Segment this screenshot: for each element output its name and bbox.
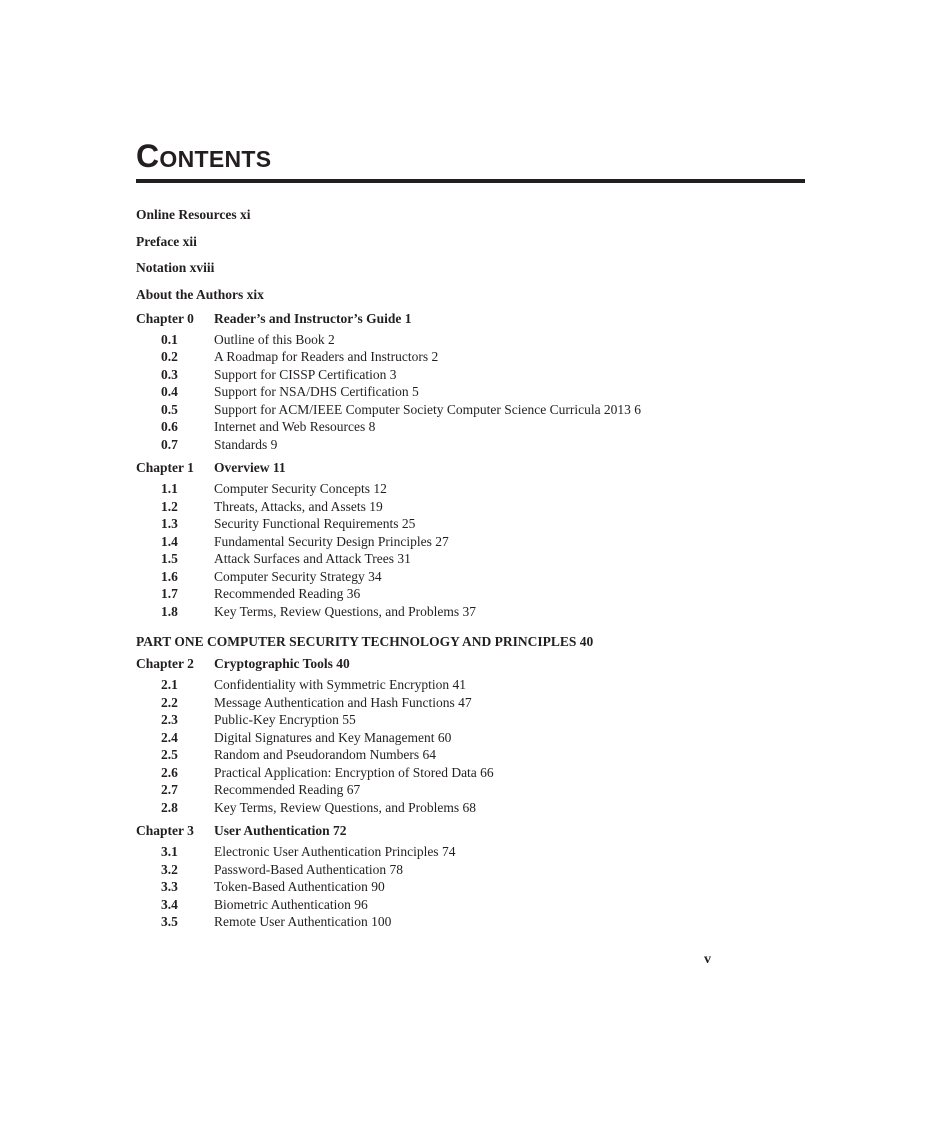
chapter-title: User Authentication 72: [214, 823, 347, 838]
table-of-contents: [136, 206, 805, 931]
section-row[interactable]: [136, 383, 805, 401]
chapter-label: Chapter 3: [136, 823, 194, 838]
section-row[interactable]: [136, 694, 805, 712]
section-title: Standards 9: [214, 436, 278, 452]
section-number: 2.3: [161, 712, 178, 727]
section-row[interactable]: [136, 781, 805, 799]
chapter-label: Chapter 2: [136, 656, 194, 671]
chapter-heading-2[interactable]: [136, 655, 805, 673]
section-row[interactable]: [136, 799, 805, 817]
section-number: 0.2: [161, 349, 178, 364]
section-title: Practical Application: Encryption of Stored Data 66: [214, 764, 494, 780]
section-row[interactable]: [136, 348, 805, 366]
section-row[interactable]: [136, 533, 805, 551]
section-title: Recommended Reading 36: [214, 586, 361, 601]
section-title: Key Terms, Review Questions, and Problems 68: [214, 799, 477, 815]
section-number: 0.1: [161, 331, 178, 347]
title-rule: [136, 179, 805, 183]
section-number: 1.1: [161, 481, 178, 496]
chapter-title: Cryptographic Tools 40: [214, 656, 350, 671]
section-title: Token-Based Authentication 90: [214, 879, 385, 894]
section-title: Internet and Web Resources 8: [214, 419, 376, 434]
section-row[interactable]: [136, 676, 805, 694]
section-number: 0.6: [161, 419, 178, 434]
section-number: 2.8: [161, 799, 178, 815]
section-number: 1.5: [161, 551, 178, 566]
chapter-heading-1[interactable]: [136, 459, 805, 477]
section-number: 1.6: [161, 568, 178, 584]
section-row[interactable]: [136, 764, 805, 782]
section-title: Random and Pseudorandom Numbers 64: [214, 747, 436, 762]
section-title: Computer Security Strategy 34: [214, 568, 382, 584]
section-number: 0.3: [161, 366, 178, 382]
section-title: Computer Security Concepts 12: [214, 481, 387, 496]
section-title: Fundamental Security Design Principles 27: [214, 533, 449, 549]
toc-entry-online-resources[interactable]: Online Resources xi: [136, 207, 251, 222]
section-row[interactable]: [136, 913, 805, 931]
toc-entry-preface[interactable]: Preface xii: [136, 233, 197, 249]
section-title: Support for NSA/DHS Certification 5: [214, 384, 419, 399]
section-row[interactable]: [136, 896, 805, 914]
section-number: 3.3: [161, 879, 178, 894]
section-row[interactable]: [136, 568, 805, 586]
section-title: Threats, Attacks, and Assets 19: [214, 498, 383, 514]
section-number: 1.7: [161, 586, 178, 601]
section-title: Support for CISSP Certification 3: [214, 366, 397, 382]
section-title: Outline of this Book 2: [214, 331, 335, 347]
section-row[interactable]: [136, 861, 805, 879]
section-title: Public-Key Encryption 55: [214, 712, 356, 727]
section-title: Security Functional Requirements 25: [214, 516, 416, 531]
section-row[interactable]: [136, 878, 805, 896]
section-title: Message Authentication and Hash Functions 47: [214, 694, 472, 710]
section-row[interactable]: [136, 366, 805, 384]
chapter-label: Chapter 0: [136, 310, 194, 326]
section-row[interactable]: [136, 550, 805, 568]
section-row[interactable]: [136, 480, 805, 498]
section-number: 1.4: [161, 533, 178, 549]
section-number: 3.1: [161, 844, 178, 859]
section-number: 2.6: [161, 764, 178, 780]
section-number: 0.7: [161, 436, 178, 452]
section-number: 3.4: [161, 896, 178, 912]
section-row[interactable]: [136, 418, 805, 436]
section-title: Password-Based Authentication 78: [214, 861, 403, 877]
section-row[interactable]: [136, 603, 805, 621]
section-title: Digital Signatures and Key Management 60: [214, 729, 452, 745]
section-title: Key Terms, Review Questions, and Problems 37: [214, 603, 477, 619]
section-row[interactable]: [136, 436, 805, 454]
section-number: 0.4: [161, 384, 178, 399]
section-number: 2.1: [161, 677, 178, 692]
chapter-title: Overview 11: [214, 460, 286, 475]
section-number: 2.7: [161, 782, 178, 797]
section-number: 1.3: [161, 516, 178, 531]
section-number: 3.2: [161, 861, 178, 877]
section-title: Remote User Authentication 100: [214, 914, 392, 929]
page-title: [136, 140, 271, 172]
toc-entry-about-authors[interactable]: About the Authors xix: [136, 286, 264, 302]
section-title: A Roadmap for Readers and Instructors 2: [214, 349, 439, 364]
section-title: Support for ACM/IEEE Computer Society Computer Science Curricula 2013 6: [214, 401, 642, 417]
toc-entry-notation[interactable]: Notation xviii: [136, 260, 215, 275]
section-title: Biometric Authentication 96: [214, 896, 368, 912]
page-title-initial: C: [136, 138, 160, 174]
section-number: 1.2: [161, 498, 178, 514]
chapter-heading-0[interactable]: [136, 310, 805, 328]
chapter-label: Chapter 1: [136, 460, 194, 475]
section-title: Recommended Reading 67: [214, 782, 361, 797]
section-title: Confidentiality with Symmetric Encryption 41: [214, 677, 466, 692]
section-number: 2.5: [161, 747, 178, 762]
section-number: 2.2: [161, 694, 178, 710]
section-row[interactable]: [136, 729, 805, 747]
page-number: v: [704, 952, 711, 967]
chapter-title: Reader’s and Instructor’s Guide 1: [214, 310, 412, 326]
section-row[interactable]: [136, 401, 805, 419]
section-row[interactable]: [136, 746, 805, 764]
section-number: 0.5: [161, 401, 178, 417]
section-row[interactable]: [136, 843, 805, 861]
section-row[interactable]: [136, 331, 805, 349]
section-row[interactable]: [136, 498, 805, 516]
page-title-rest: ONTENTS: [159, 146, 272, 172]
part-heading-one[interactable]: PART ONE COMPUTER SECURITY TECHNOLOGY AND PRINCIPLES 40: [136, 634, 594, 649]
section-title: Attack Surfaces and Attack Trees 31: [214, 551, 411, 566]
section-row[interactable]: [136, 585, 805, 603]
chapter-heading-3[interactable]: [136, 822, 805, 840]
section-title: Electronic User Authentication Principles 74: [214, 844, 456, 859]
section-number: 1.8: [161, 603, 178, 619]
section-row[interactable]: [136, 515, 805, 533]
section-number: 3.5: [161, 914, 178, 929]
section-row[interactable]: [136, 711, 805, 729]
section-number: 2.4: [161, 729, 178, 745]
